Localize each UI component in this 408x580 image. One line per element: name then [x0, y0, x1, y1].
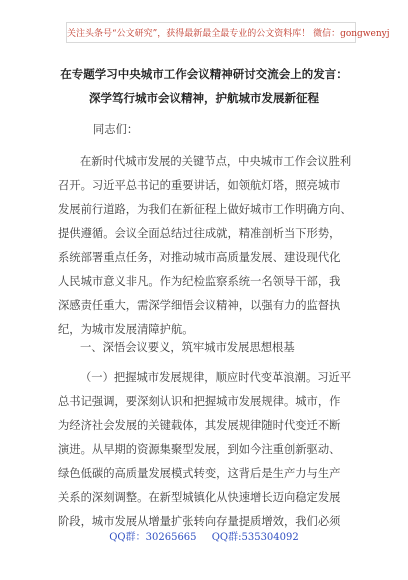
body-line: 召开。习近平总书记的重要讲话，如领航灯塔，照亮城市 [58, 179, 341, 192]
qq-group-2: QQ群:535304092 [211, 532, 299, 543]
promo-banner [66, 22, 390, 43]
body-line: 阶段，城市发展从增量扩张转向存量提质增效，我们必须 [58, 515, 341, 528]
promo-banner-text: 关注头条号“公文研究”，获得最新最全最专业的公文资料库！ 微信：gongwenyj [67, 29, 390, 39]
body-line: 演进。从早期的资源集聚型发展，到如今注重创新驱动、 [58, 443, 341, 456]
body-line: 人民城市意义非凡。作为纪检监察系统一名领导干部，我 [58, 275, 341, 288]
salutation: 同志们： [93, 123, 139, 136]
body-line: 关系的深刻调整。在新型城镇化从快速增长迈向稳定发展 [58, 491, 341, 504]
body-line: 为经济社会发展的关键载体，其发展规律随时代变迁不断 [58, 419, 341, 432]
document-title: 在专题学习中央城市工作会议精神研讨交流会上的发言： [60, 67, 348, 81]
body-line: （一）把握城市发展规律，顺应时代变革浪潮。习近平 [80, 371, 352, 384]
document-subtitle: 深学笃行城市会议精神，护航城市发展新征程 [89, 91, 319, 105]
body-line: 总书记强调，要深刻认识和把握城市发展规律。城市，作 [58, 395, 341, 408]
qq-group-1: QQ群：30265665 [109, 532, 197, 543]
body-line: 纪，为城市发展清障护航。 [58, 323, 194, 336]
section-heading: 一、深悟会议要义，筑牢城市发展思想根基 [80, 341, 295, 354]
body-line: 深感责任重大，需深学细悟会议精神，以强有力的监督执 [58, 299, 341, 312]
body-line: 提供遵循。会议全面总结过往成就，精准剖析当下形势， [58, 227, 341, 240]
body-line: 绿色低碳的高质量发展模式转变，这背后是生产力与生产 [58, 467, 341, 480]
body-line: 系统部署重点任务，对推动城市高质量发展、建设现代化 [58, 251, 341, 264]
body-line: 在新时代城市发展的关键节点，中央城市工作会议胜利 [80, 155, 352, 168]
body-line: 发展前行道路，为我们在新征程上做好城市工作明确方向、 [58, 203, 352, 216]
page-footer [0, 528, 408, 543]
